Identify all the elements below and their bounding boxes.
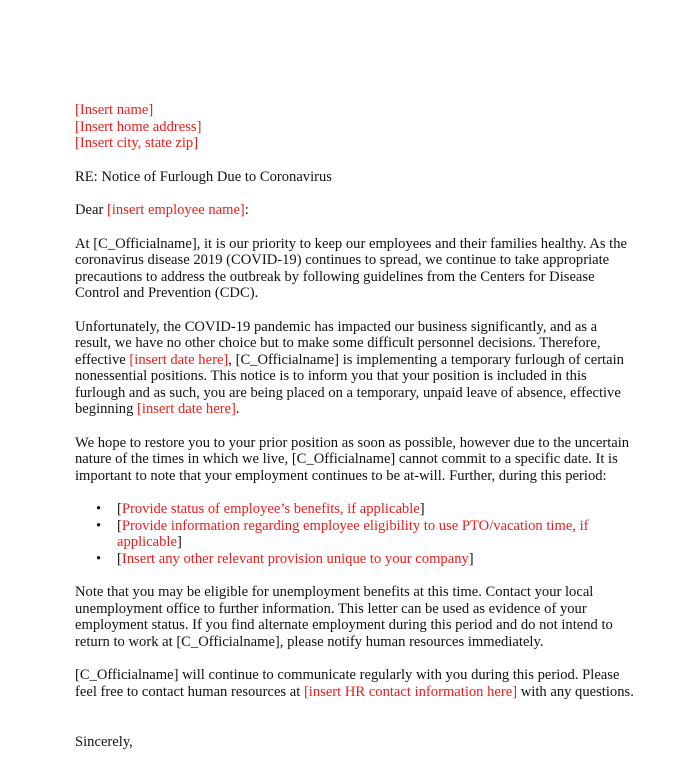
salutation-suffix: :	[244, 202, 249, 218]
effective-date-placeholder: [insert date here]	[129, 351, 229, 368]
furlough-text-2: , [C_Officialname] is implementing a temporary furlough of certain nonessential positions. This notice is to inform you that your position is included in this furlough and as such, you are being placed on a temporary, unpaid leave of absence, effective beginning	[75, 351, 624, 417]
list-item	[75, 518, 635, 551]
bracket-open: [	[117, 501, 122, 517]
bullet-icon: •	[96, 517, 102, 534]
address-home-placeholder: [Insert home address]	[75, 118, 202, 135]
other-provision-placeholder: Insert any other relevant provision unique to your company	[121, 550, 469, 567]
pto-placeholder: Provide information regarding employee eligibility to use PTO/vacation time, if applicable	[117, 517, 589, 550]
contact-text-2: with any questions.	[517, 683, 634, 700]
letter-body	[75, 102, 635, 751]
bracket-close: ]	[419, 501, 425, 517]
bracket-open: [	[117, 550, 122, 567]
paragraph-unemployment: Note that you may be eligible for unemployment benefits at this time. Contact your local unemployment office to further information. This letter can be used as evidence of your employment status. If you find alternate employment during this period and do not intend to return to work at [C_Officialname], please notify human resources immediately.	[75, 584, 613, 650]
address-city-placeholder: [Insert city, state zip]	[75, 135, 199, 151]
bullet-icon: •	[96, 501, 102, 517]
bullet-icon: •	[96, 550, 102, 567]
start-date-placeholder: [insert date here]	[137, 401, 236, 417]
list-item	[75, 551, 635, 568]
paragraph-furlough	[75, 319, 635, 418]
salutation-prefix: Dear	[75, 202, 108, 218]
employee-name-placeholder: [insert employee name]	[107, 202, 245, 218]
furlough-text-3: .	[235, 401, 240, 417]
paragraph-contact	[75, 667, 635, 700]
address-name-placeholder: [Insert name]	[75, 102, 154, 118]
salutation	[75, 202, 635, 219]
hr-contact-placeholder: [insert HR contact information here]	[303, 683, 518, 700]
list-item	[75, 501, 635, 518]
benefits-placeholder: Provide status of employee’s benefits, if applicable	[121, 501, 420, 517]
paragraph-restore: We hope to restore you to your prior position as soon as possible, however due to the uncertain nature of the times in which we live, [C_Officialname] cannot commit to a specific date. It is important to note that your employment continues to be at-will. Further, during this period:	[75, 434, 630, 484]
bracket-close: ]	[176, 534, 182, 550]
bracket-close: ]	[468, 550, 474, 567]
contact-text-1: [C_Officialname] will continue to communicate regularly with you during this period. Please feel free to contact human resources at	[75, 667, 620, 700]
bracket-open: [	[117, 517, 122, 534]
signoff: Sincerely,	[75, 734, 133, 750]
provisions-list	[75, 501, 635, 567]
furlough-text-1: Unfortunately, the COVID-19 pandemic has impacted our business significantly, and as a result, we have no other choice but to make some difficult personnel decisions. Therefore, effective	[75, 318, 601, 368]
paragraph-priority: At [C_Officialname], it is our priority to keep our employees and their families healthy. As the coronavirus disease 2019 (COVID-19) continues to spread, we continue to take appropriate precautions to address the outbreak by following guidelines from the Centers for Disease Control and Prevention (CDC).	[75, 235, 627, 301]
re-line: RE: Notice of Furlough Due to Coronavirus	[75, 168, 332, 185]
recipient-address-block	[75, 102, 635, 152]
